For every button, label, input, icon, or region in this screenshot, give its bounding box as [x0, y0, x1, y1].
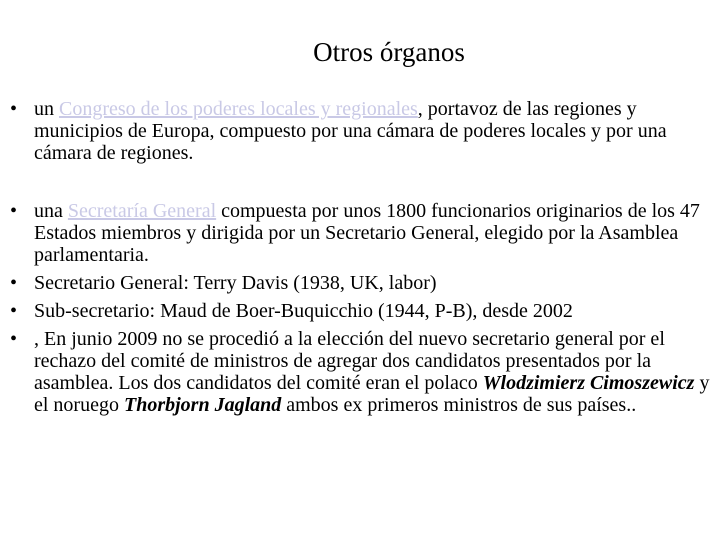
bullet-icon: •	[10, 98, 18, 120]
bullet-icon: •	[10, 300, 18, 322]
list-item	[10, 300, 710, 322]
bullet-icon: •	[10, 328, 18, 350]
bullet-icon: •	[10, 200, 18, 222]
item-text: una	[34, 200, 68, 222]
item-text: Secretario General: Terry Davis (1938, UK, labor)	[34, 272, 437, 294]
list-item	[10, 98, 710, 164]
candidate-name: Thorbjorn Jagland	[123, 394, 282, 416]
candidate-name: Wlodzimierz Cimoszewicz	[482, 372, 695, 394]
item-text: ambos ex primeros ministros de sus países..	[281, 394, 637, 416]
secretaria-general-link[interactable]: Secretaría General	[67, 200, 217, 222]
item-text: Sub-secretario: Maud de Boer-Buquicchio (1944, P-B), desde 2002	[34, 300, 573, 322]
slide-title: Otros órganos	[313, 37, 465, 67]
list-item	[10, 272, 710, 294]
item-text: un	[34, 98, 59, 120]
item-text: compuesta por unos 1800 funcionarios originarios de los 47 Estados miembros y dirigida por un Secretario General, elegido por la Asamblea parlamentaria.	[34, 200, 700, 266]
list-item	[10, 328, 710, 416]
item-text: y el noruego	[34, 372, 710, 416]
bullet-list	[10, 98, 710, 416]
item-text: , portavoz de las regiones y municipios de Europa, compuesto por una cámara de poderes locales y por una cámara de regiones.	[34, 98, 667, 164]
list-item	[10, 200, 710, 266]
item-text: , En junio 2009 no se procedió a la elección del nuevo secretario general por el rechazo del comité de ministros de agregar dos candidatos presentados por la asamblea. Los dos candidatos del comité eran el polaco	[34, 328, 665, 394]
bullet-icon: •	[10, 272, 18, 294]
congreso-link[interactable]: Congreso de los poderes locales y regionales	[59, 98, 418, 120]
